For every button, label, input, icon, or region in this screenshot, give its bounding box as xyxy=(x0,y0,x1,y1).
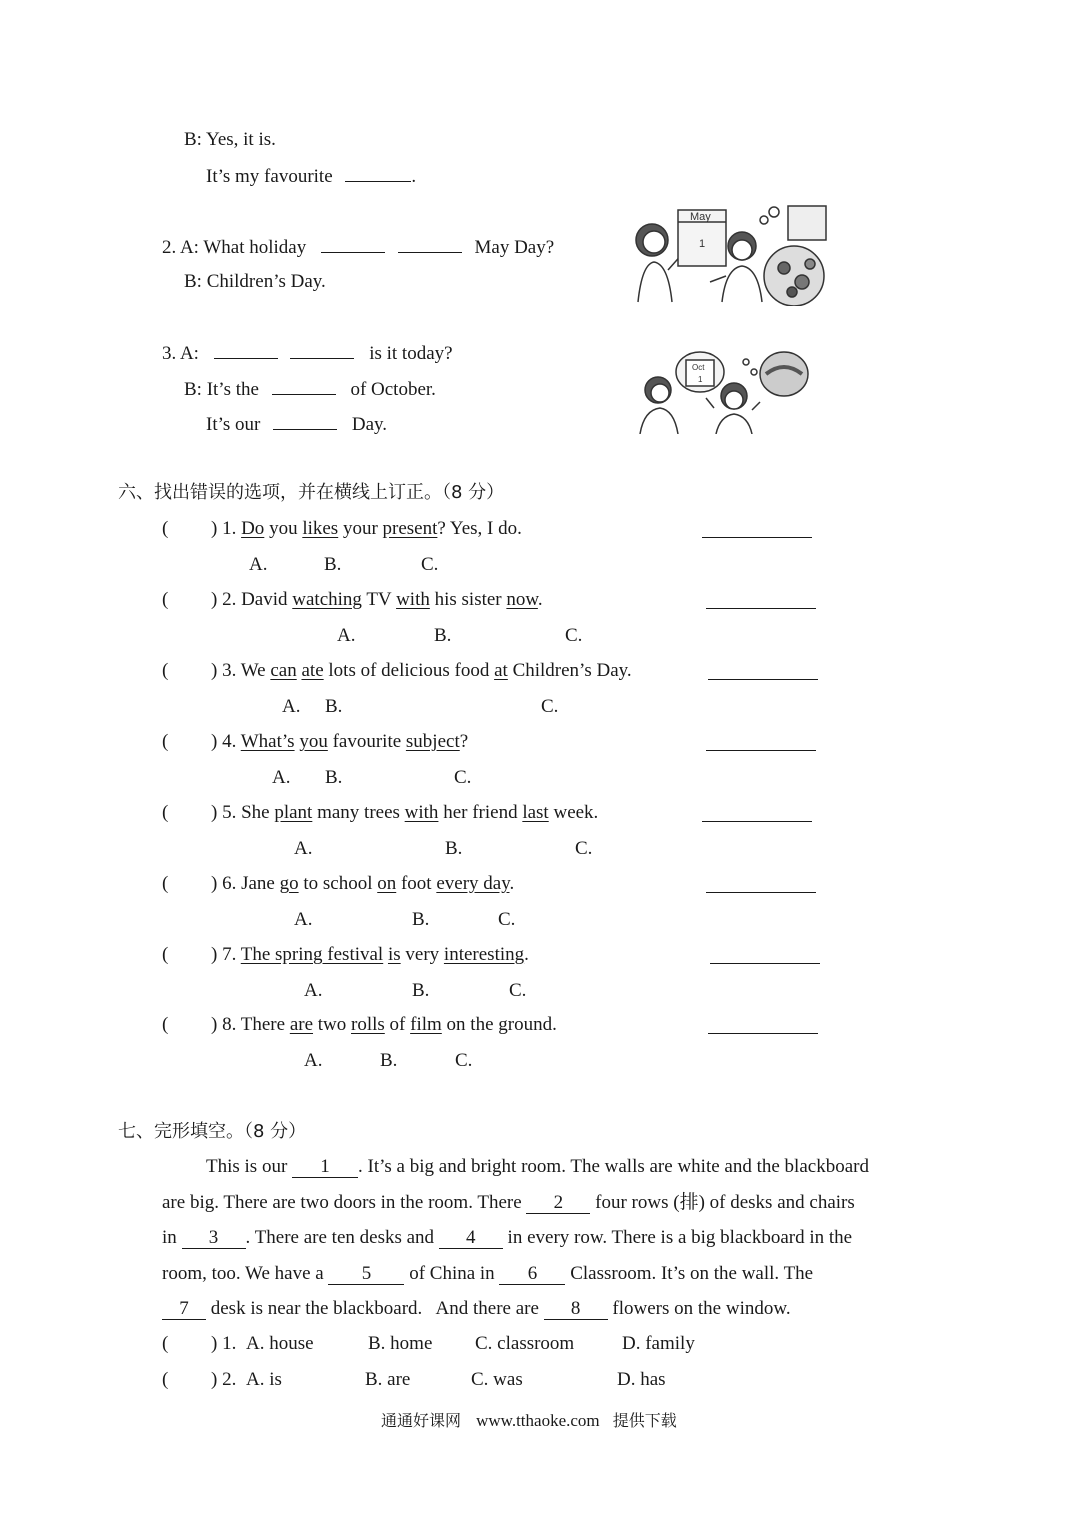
answer-paren-open: ( xyxy=(162,660,169,681)
underlined-option: go xyxy=(279,873,299,894)
sentence-text: to school xyxy=(298,873,378,894)
answer-choice-slot[interactable] xyxy=(172,1368,208,1392)
sentence-text: TV xyxy=(361,589,397,610)
answer-paren-open: ( xyxy=(162,731,169,752)
question-3-c xyxy=(206,411,387,437)
cloze-text: . There are ten desks and xyxy=(245,1227,439,1248)
option-letter: C. xyxy=(455,1050,473,1071)
question-2-a-text: 2. A: What holiday xyxy=(162,237,307,258)
cloze-option: A. is xyxy=(246,1369,282,1390)
question-number: 5. xyxy=(222,802,242,823)
sentence-text: of xyxy=(384,1014,411,1035)
underlined-option: is xyxy=(387,944,401,965)
question-number: ) 2. xyxy=(211,1369,237,1390)
sentence-text: ? xyxy=(459,731,469,752)
question-number: 2. xyxy=(222,589,242,610)
answer-paren-open: ( xyxy=(162,873,169,894)
option-letter: A. xyxy=(294,838,313,859)
cloze-text: of China in xyxy=(404,1263,500,1284)
question-3-b xyxy=(184,376,436,402)
error-question-8 xyxy=(211,1013,557,1037)
option-letter: C. xyxy=(421,554,439,575)
cloze-text: in xyxy=(162,1227,182,1248)
sentence-text: Jane xyxy=(241,873,280,894)
underlined-option: Do xyxy=(241,518,265,539)
sentence-text: you xyxy=(264,518,303,539)
option-letter: B. xyxy=(324,554,342,575)
cloze-text: Classroom. It’s on the wall. The xyxy=(565,1263,814,1284)
cloze-line xyxy=(162,1191,969,1215)
correction-blank[interactable] xyxy=(702,821,812,822)
sentence-text: . xyxy=(509,873,515,894)
question-number: 7. xyxy=(222,944,241,965)
option-letter: C. xyxy=(509,980,527,1001)
answer-blank[interactable] xyxy=(398,234,462,253)
option-letter: B. xyxy=(412,909,430,930)
sentence-text: her friend xyxy=(438,802,523,823)
option-letter: A. xyxy=(282,696,301,717)
cloze-line xyxy=(162,1297,791,1321)
answer-choice-slot[interactable] xyxy=(172,517,208,541)
answer-choice-slot[interactable] xyxy=(172,1332,208,1356)
sentence-text: Children’s Day. xyxy=(507,660,632,681)
option-letter: C. xyxy=(575,838,593,859)
option-letter: B. xyxy=(412,980,430,1001)
underlined-option: last xyxy=(522,802,549,823)
question-number: 6. xyxy=(222,873,242,894)
cloze-blank-5[interactable]: 5 xyxy=(328,1264,404,1285)
question-3-c-end: Day. xyxy=(351,414,388,435)
underlined-option: What’s xyxy=(240,731,295,752)
footer-download: 提供下载 xyxy=(612,1411,677,1430)
sentence-text: foot xyxy=(396,873,437,894)
option-letter: B. xyxy=(445,838,463,859)
option-letter: A. xyxy=(294,909,313,930)
question-number: 1. xyxy=(222,518,242,539)
cloze-option: D. family xyxy=(622,1333,695,1354)
cloze-option: D. has xyxy=(617,1369,666,1390)
cloze-option: C. classroom xyxy=(475,1333,575,1354)
option-letter: C. xyxy=(454,767,472,788)
answer-paren-close: ) xyxy=(211,660,223,681)
cloze-text: room, too. We have a xyxy=(162,1263,329,1284)
option-letter: A. xyxy=(337,625,356,646)
answer-paren-close: ) xyxy=(211,944,223,965)
underlined-option: now xyxy=(506,589,538,610)
answer-paren-close: ) xyxy=(211,731,223,752)
underlined-option: every day xyxy=(436,873,510,894)
footer-site-name: 通通好课网 xyxy=(381,1411,462,1430)
underlined-option: are xyxy=(289,1014,314,1035)
sentence-text: . xyxy=(524,944,529,965)
question-number: 4. xyxy=(222,731,241,752)
error-question-4 xyxy=(211,730,468,754)
favourite-line xyxy=(206,163,416,189)
sentence-text: David xyxy=(241,589,293,610)
footer-url[interactable]: www.tthaoke.com xyxy=(476,1411,600,1430)
cloze-text: desk is near the blackboard. And there are xyxy=(206,1298,544,1319)
cloze-text: flowers on the window. xyxy=(607,1298,791,1319)
underlined-option: can xyxy=(270,660,297,681)
answer-blank[interactable] xyxy=(272,376,336,395)
question-2-b: B: Children’s Day. xyxy=(184,271,326,292)
answer-paren-open: ( xyxy=(162,1014,169,1035)
cloze-option: B. home xyxy=(368,1333,433,1354)
option-letter: C. xyxy=(541,696,559,717)
question-number: 8. xyxy=(222,1014,241,1035)
error-question-7 xyxy=(211,943,529,967)
cloze-blank-8[interactable]: 8 xyxy=(544,1299,608,1320)
answer-blank[interactable] xyxy=(345,163,411,182)
sentence-text: She xyxy=(241,802,275,823)
underlined-option: plant xyxy=(274,802,313,823)
sentence-text: very xyxy=(400,944,444,965)
error-question-5 xyxy=(211,801,598,825)
answer-paren-open: ( xyxy=(162,589,169,610)
correction-blank[interactable] xyxy=(710,963,820,964)
error-question-3 xyxy=(211,659,632,683)
calendar-day: 1 xyxy=(699,238,706,250)
option-letter: A. xyxy=(249,554,268,575)
error-question-2 xyxy=(211,588,543,612)
cloze-option: A. house xyxy=(246,1333,314,1354)
answer-blank[interactable] xyxy=(214,340,278,359)
underlined-option: rolls xyxy=(351,1014,385,1035)
answer-paren-open: ( xyxy=(162,944,169,965)
answer-paren-close: ) xyxy=(211,589,223,610)
cloze-option: C. was xyxy=(471,1369,523,1390)
favourite-text: It’s my favourite xyxy=(206,166,333,187)
cloze-line xyxy=(162,1262,969,1286)
cloze-text: are big. There are two doors in the room. There xyxy=(162,1192,527,1213)
cloze-blank-2[interactable]: 2 xyxy=(526,1193,590,1214)
answer-choice-slot[interactable] xyxy=(172,801,208,825)
sentence-text: on the ground. xyxy=(441,1014,557,1035)
cloze-text: This is our xyxy=(206,1156,293,1177)
question-3-b-end: of October. xyxy=(350,379,436,400)
question-3-a-end: is it today? xyxy=(369,343,453,364)
underlined-option: interesting xyxy=(443,944,525,965)
section-6-heading: 六、找出错误的选项，并在横线上订正。（8 分） xyxy=(118,482,505,503)
cloze-blank-3[interactable]: 3 xyxy=(182,1228,246,1249)
sentence-text: many trees xyxy=(312,802,405,823)
option-letter: B. xyxy=(434,625,452,646)
may-day-illustration xyxy=(624,202,834,306)
question-2-a-end: May Day? xyxy=(474,237,555,258)
cloze-blank-7[interactable]: 7 xyxy=(162,1299,206,1320)
sentence-text: We xyxy=(240,660,271,681)
question-2-a xyxy=(162,234,554,260)
correction-blank[interactable] xyxy=(708,679,818,680)
option-letter: B. xyxy=(380,1050,398,1071)
answer-paren-open: ( xyxy=(162,518,169,539)
footer xyxy=(381,1409,677,1433)
sentence-text: ? Yes, I do. xyxy=(437,518,522,539)
underlined-option: you xyxy=(299,731,328,752)
option-letter: B. xyxy=(325,696,343,717)
answer-paren-open: ( xyxy=(162,1333,169,1354)
option-letter: A. xyxy=(304,980,323,1001)
sentence-text: There xyxy=(240,1014,290,1035)
answer-paren-open: ( xyxy=(162,802,169,823)
underlined-option: on xyxy=(377,873,397,894)
answer-blank[interactable] xyxy=(321,234,385,253)
answer-paren-close: ) xyxy=(211,802,223,823)
answer-blank[interactable] xyxy=(290,340,354,359)
question-3-a-text: 3. A: xyxy=(162,343,199,364)
question-3-a xyxy=(162,340,453,366)
sentence-text: week. xyxy=(548,802,599,823)
underlined-option: present xyxy=(382,518,438,539)
answer-choice-slot[interactable] xyxy=(172,588,208,612)
error-question-1 xyxy=(211,517,522,541)
sentence-text: lots of delicious food xyxy=(323,660,495,681)
answer-paren-open: ( xyxy=(162,1369,169,1390)
sentence-text: . xyxy=(537,589,543,610)
cloze-blank-4[interactable]: 4 xyxy=(439,1228,503,1249)
cloze-text: . It’s a big and bright room. The walls are white and the blackboard xyxy=(358,1156,869,1177)
question-3-c-text: It’s our xyxy=(206,414,261,435)
underlined-option: The spring festival xyxy=(240,944,384,965)
period: . xyxy=(411,166,417,187)
section-7-heading: 七、完形填空。（8 分） xyxy=(118,1121,307,1142)
calendar-month: Oct xyxy=(692,363,705,372)
answer-blank[interactable] xyxy=(273,411,337,430)
answer-choice-slot[interactable] xyxy=(172,872,208,896)
sentence-text: his sister xyxy=(429,589,507,610)
correction-blank[interactable] xyxy=(706,608,816,609)
answer-b-yes: B: Yes, it is. xyxy=(184,129,276,150)
cloze-blank-6[interactable]: 6 xyxy=(499,1264,565,1285)
national-day-illustration xyxy=(634,346,810,434)
option-letter: A. xyxy=(304,1050,323,1071)
cloze-line xyxy=(162,1226,969,1250)
question-number: ) 1. xyxy=(211,1333,237,1354)
correction-blank[interactable] xyxy=(708,1033,818,1034)
cloze-text: in every row. There is a big blackboard in the xyxy=(502,1227,853,1248)
answer-paren-close: ) xyxy=(211,518,223,539)
cloze-text: four rows (排) of desks and chairs xyxy=(590,1192,855,1213)
cloze-blank-1[interactable]: 1 xyxy=(292,1157,358,1178)
underlined-option: subject xyxy=(405,731,460,752)
sentence-text: two xyxy=(313,1014,352,1035)
cloze-line xyxy=(206,1155,969,1179)
answer-paren-close: ) xyxy=(211,1014,223,1035)
calendar-month: May xyxy=(690,211,711,223)
answer-choice-slot[interactable] xyxy=(172,659,208,683)
option-letter: B. xyxy=(325,767,343,788)
underlined-option: with xyxy=(404,802,439,823)
underlined-option: film xyxy=(410,1014,442,1035)
underlined-option: ate xyxy=(301,660,324,681)
calendar-day: 1 xyxy=(698,375,703,384)
option-letter: A. xyxy=(272,767,291,788)
underlined-option: watching xyxy=(292,589,362,610)
error-question-6 xyxy=(211,872,514,896)
answer-choice-slot[interactable] xyxy=(172,730,208,754)
underlined-option: with xyxy=(396,589,430,610)
question-number: 3. xyxy=(222,660,241,681)
sentence-text: favourite xyxy=(327,731,406,752)
option-letter: C. xyxy=(498,909,516,930)
cloze-option: B. are xyxy=(365,1369,411,1390)
answer-choice-slot[interactable] xyxy=(172,943,208,967)
sentence-text: your xyxy=(338,518,383,539)
correction-blank[interactable] xyxy=(706,892,816,893)
answer-choice-slot[interactable] xyxy=(172,1013,208,1037)
underlined-option: likes xyxy=(302,518,339,539)
correction-blank[interactable] xyxy=(706,750,816,751)
question-3-b-text: B: It’s the xyxy=(184,379,259,400)
correction-blank[interactable] xyxy=(702,537,812,538)
underlined-option: at xyxy=(494,660,508,681)
option-letter: C. xyxy=(565,625,583,646)
answer-paren-close: ) xyxy=(211,873,223,894)
